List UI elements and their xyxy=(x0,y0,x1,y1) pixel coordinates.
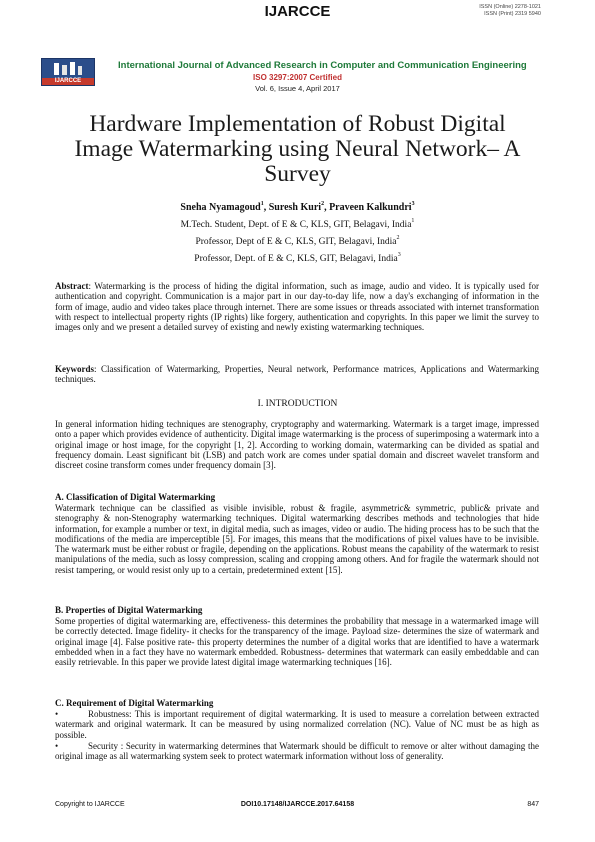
abstract-text: : Watermarking is the process of hiding the digital information, such as image, audio and video. It is typically used for authentication and copyright. Communication is a major part in our day-to-day life, now a day's exchanging of information in the form of image, audio and video takes place through internet. There are some issues or threads associated with internet transformation with respect to intellectual property rights (IP rights) like forgery, authentication and copyrights. In this paper we limit the survey to images only and we present a detailed survey of existing and newly existing watermarking techniques. xyxy=(55,281,539,333)
abstract-label: Abstract xyxy=(55,281,89,291)
author-name: Praveen Kalkundri xyxy=(329,202,412,213)
bullet-icon: • xyxy=(55,709,59,719)
requirement-bullet xyxy=(55,741,539,762)
author-list: Sneha Nyamagoud$^1$, Suresh Kuri$^2$, Praveen Kalkundri$^3$ xyxy=(180,201,415,213)
footer-copyright: Copyright to IJARCCE xyxy=(55,801,125,808)
iso-certification: ISO 3297:2007 Certified xyxy=(253,73,342,82)
footer-doi: DOI10.17148/IJARCCE.2017.64158 xyxy=(240,801,355,808)
affiliation xyxy=(0,220,595,230)
keywords-text: : Classification of Watermarking, Properties, Neural network, Performance matrices, Applications and Watermarking techniques. xyxy=(55,364,539,385)
volume-issue: Vol. 6, Issue 4, April 2017 xyxy=(255,84,340,93)
affiliation-sup: 3 xyxy=(397,252,401,258)
issn-print: ISSN (Print) 2319 5940 xyxy=(484,11,541,17)
keywords-label: Keywords xyxy=(55,364,94,374)
footer-page-number: 847 xyxy=(527,801,539,808)
affiliation xyxy=(0,254,595,264)
affiliation-sup: 1 xyxy=(411,218,415,224)
affiliation-sup: 2 xyxy=(396,235,400,241)
subsection-a-paragraph: Watermark technique can be classified as visible invisible, robust & fragile, asymmetric& symmetric, public& private and stenography & non-Stenography watermarking techniques. Digital watermarking describes methods and technologies that hide information, for example a number or text, in digital media, such as images, video or audio. The hiding process has to be such that the modifications of the media are imperceptible [5]. For images, this means that the modifications of pixel values have to be invisible. The watermark must be either robust or fragile, depending on the applications. Robust means the capability of the watermark to resist manipulations of the media, such as lossy compression, scaling and cropping among others. And for fragile the watermark should not resist tampering, or would resist only up to a certain, predetermined extent [15]. xyxy=(55,503,539,575)
abstract xyxy=(55,281,539,332)
affiliation-text: Professor, Dept of E & C, KLS, GIT, Belagavi, India xyxy=(195,237,397,247)
journal-logo-text: IJARCCE xyxy=(54,78,82,84)
author-sup: 1 xyxy=(260,201,264,207)
intro-paragraph: In general information hiding techniques are stenography, cryptography and watermarking. Watermark is a target image, impressed onto a paper which provides evidence of authenticity. Digital image watermarking is the process of superimposing a watermark into a original image or host image, for the copyright [1, 2]. According to working domain, watermarking can be divided as spatial and frequency domain. Least significant bit (LSB) and patch work are comes under spatial domain and discreet wavelet transform and discreet cosine transform comes under frequency domain [3]. xyxy=(55,419,539,471)
subsection-b-paragraph: Some properties of digital watermarking are, effectiveness- this determines the probability that message in a watermarked image will be correctly detected. Image fidelity- it checks for the transparency of the image. Payload size- determines the size of watermark and original image [4]. False positive rate- this property determines the number of a digital works that are identified to have a watermark embedded when in a fact they have no watermark embedded. Robustness- determines that watermark can easily embeddable and can easily retrievable. In this paper we provide latest digital image watermarking techniques [16]. xyxy=(55,616,539,668)
paper-title: Hardware Implementation of Robust Digital Image Watermarking using Neural Network– A Survey xyxy=(74,111,521,187)
issn-online: ISSN (Online) 2278-1021 xyxy=(479,4,541,10)
bullet-text: Robustness: This is important requirement of digital watermarking. It is used to measure a correlation between extracted watermark and original watermark. It can be measured by using normalized correlation (NC). Value of NC must be as high as possible. xyxy=(55,709,539,740)
bullet-icon: • xyxy=(55,741,59,751)
journal-full-name: International Journal of Advanced Research in Computer and Communication Engineering xyxy=(118,60,527,71)
author-name: Sneha Nyamagoud xyxy=(180,202,261,213)
author-sup: 2 xyxy=(321,201,325,207)
affiliation-text: M.Tech. Student, Dept. of E & C, KLS, GIT, Belagavi, India xyxy=(180,220,412,230)
issn-block xyxy=(479,4,541,18)
section-heading-introduction: I. INTRODUCTION xyxy=(257,399,338,409)
author-sup: 3 xyxy=(411,201,415,207)
requirement-bullet xyxy=(55,709,539,740)
subsection-c-heading: C. Requirement of Digital Watermarking xyxy=(55,698,214,708)
affiliation-text: Professor, Dept. of E & C, KLS, GIT, Belagavi, India xyxy=(194,254,398,264)
journal-short-name: IJARCCE xyxy=(264,3,331,20)
subsection-a-heading: A. Classification of Digital Watermarking xyxy=(55,492,216,502)
subsection-b-heading: B. Properties of Digital Watermarking xyxy=(55,605,203,615)
author-name: Suresh Kuri xyxy=(268,202,322,213)
bullet-text: Security : Security in watermarking determines that Watermark should be difficult to remove or alter without damaging the original image as all watermarking system seek to protect watermark information without loss of generality. xyxy=(55,741,539,762)
keywords xyxy=(55,364,539,385)
affiliation xyxy=(0,237,595,247)
